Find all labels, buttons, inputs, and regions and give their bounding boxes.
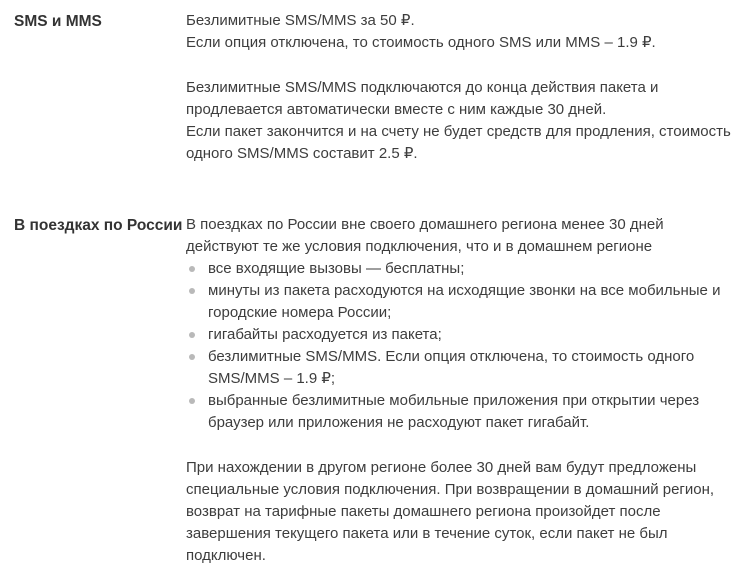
bullet-text: гигабайты расходуется из пакета;	[208, 326, 442, 343]
bullet-text: минуты из пакета расходуются на исходящие звонки на все мобильные и городские номера России;	[208, 282, 721, 321]
section-travel-russia	[14, 214, 733, 567]
bullet-item	[186, 324, 733, 346]
section-label-sms-mms: SMS и MMS	[14, 13, 102, 30]
paragraph-sms-renewal	[186, 77, 733, 165]
section-sms-mms	[14, 10, 733, 165]
bullet-dot-icon	[189, 288, 195, 294]
bullet-text: выбранные безлимитные мобильные приложения при открытии через браузер или приложения не расходуют пакет гигабайт.	[208, 392, 700, 431]
bullet-item	[186, 390, 733, 434]
bullet-item	[186, 258, 733, 280]
section-label-travel-russia: В поездках по России	[14, 217, 183, 234]
bullet-text: безлимитные SMS/MMS. Если опция отключена, то стоимость одного SMS/MMS – 1.9 ₽;	[208, 348, 695, 387]
bullet-dot-icon	[189, 354, 195, 360]
paragraph-travel-intro	[186, 214, 733, 258]
section-content	[186, 214, 733, 567]
bullet-item	[186, 280, 733, 324]
text-line: При нахождении в другом регионе более 30 дней вам будут предложены специальные условия подключения. При возвращении в домашний регион, возврат на тарифные пакеты домашнего региона произойдет после завершения текущего пакета или в течение суток, если пакет не был подключен.	[186, 459, 715, 564]
text-line: Безлимитные SMS/MMS подключаются до конца действия пакета и продлевается автоматически вместе с ним каждые 30 дней.	[186, 79, 659, 118]
bullet-dot-icon	[189, 266, 195, 272]
bullet-text: все входящие вызовы — бесплатны;	[208, 260, 465, 277]
text-line: Безлимитные SMS/MMS за 50 ₽.	[186, 12, 415, 29]
bullet-dot-icon	[189, 332, 195, 338]
paragraph-sms-price	[186, 10, 733, 54]
text-line: В поездках по России вне своего домашнего региона менее 30 дней действуют те же условия подключения, что и в домашнем регионе	[186, 216, 664, 255]
text-line: Если опция отключена, то стоимость одного SMS или MMS – 1.9 ₽.	[186, 34, 656, 51]
bullet-dot-icon	[189, 398, 195, 404]
text-line: Если пакет закончится и на счету не будет средств для продления, стоимость одного SMS/MMS составит 2.5 ₽.	[186, 123, 731, 162]
bullet-item	[186, 346, 733, 390]
section-content	[186, 10, 733, 165]
bullet-list	[186, 258, 733, 434]
paragraph-travel-outro	[186, 457, 733, 567]
